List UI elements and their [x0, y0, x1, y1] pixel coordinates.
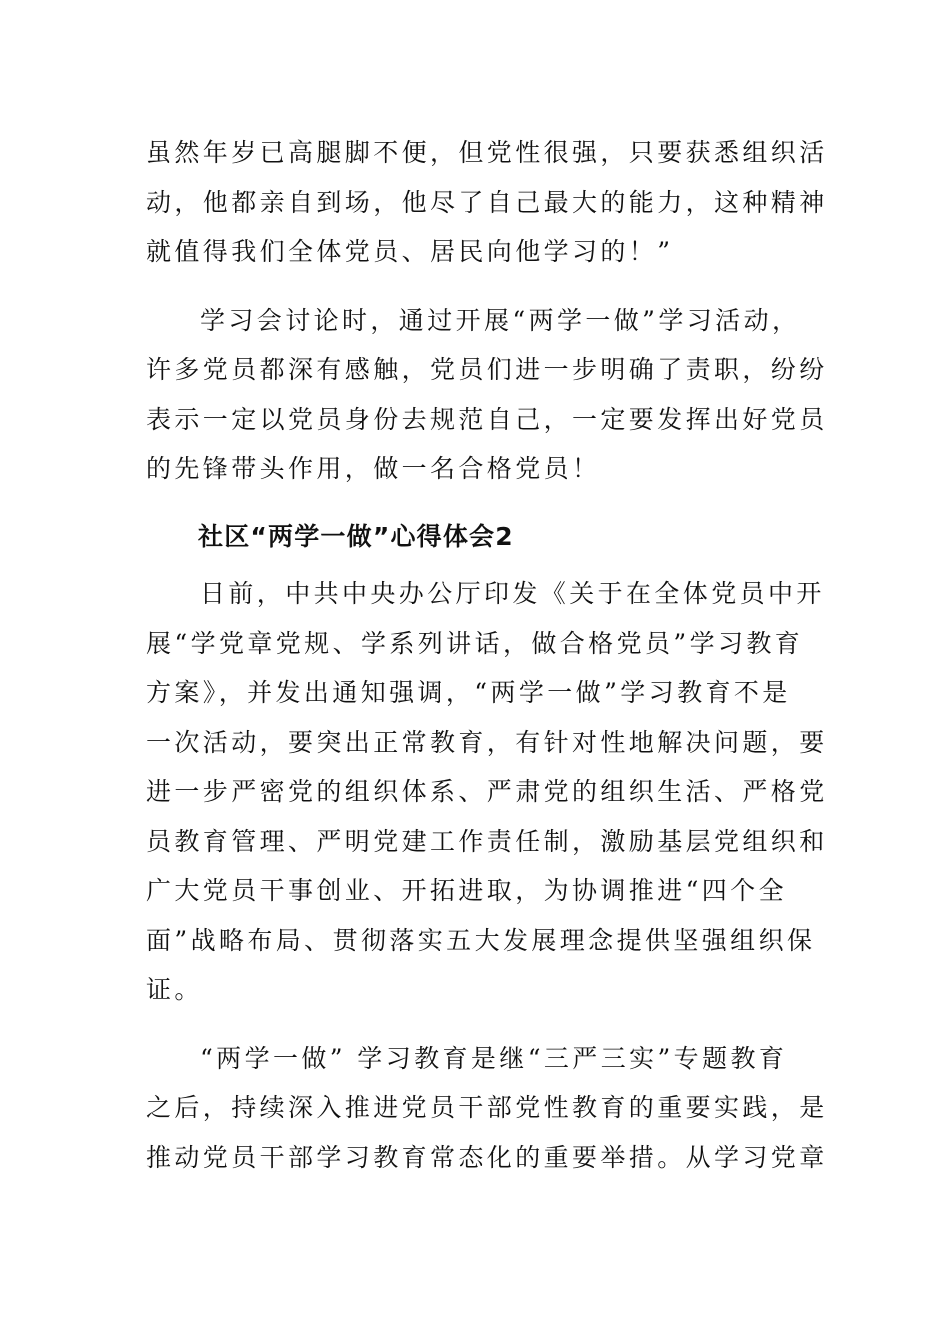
paragraph-3-line: 面”战略布局、贯彻落实五大发展理念提供坚强组织保	[146, 925, 816, 955]
paragraph-2-line: 学习会讨论时，通过开展“两学一做”学习活动，	[200, 305, 801, 335]
paragraph-3-line: 一次活动，要突出正常教育，有针对性地解决问题，要	[146, 727, 828, 757]
paragraph-3-line: 广大党员干事创业、开拓进取，为协调推进“四个全	[146, 876, 787, 905]
section-heading: 社区“两学一做”心得体会2	[198, 521, 514, 551]
paragraph-1-line: 就值得我们全体党员、居民向他学习的！”	[146, 237, 674, 266]
paragraph-4-line: “两学一做” 学习教育是继“三严三实”专题教育	[200, 1043, 788, 1073]
paragraph-3	[146, 569, 828, 1015]
paragraph-2-line: 许多党员都深有感触，党员们进一步明确了责职，纷纷	[146, 355, 828, 384]
paragraph-1-line: 动，他都亲自到场，他尽了自己最大的能力，这种精神	[146, 187, 828, 217]
document-body	[146, 128, 828, 1182]
paragraph-3-line: 证。	[146, 975, 203, 1004]
paragraph-2-line: 的先锋带头作用，做一名合格党员！	[146, 454, 601, 483]
paragraph-3-line: 展“学党章党规、学系列讲话，做合格党员”学习教育	[146, 628, 804, 658]
paragraph-1-line: 虽然年岁已高腿脚不便，但党性很强，只要获悉组织活	[146, 138, 828, 167]
paragraph-3-line: 方案》，并发出通知强调，“两学一做”学习教育不是	[146, 678, 791, 707]
paragraph-4	[146, 1034, 828, 1183]
paragraph-2	[146, 296, 828, 494]
paragraph-3-line: 日前，中共中央办公厅印发《关于在全体党员中开	[200, 579, 825, 608]
paragraph-3-line: 员教育管理、严明党建工作责任制，激励基层党组织和	[146, 826, 828, 856]
paragraph-3-line: 进一步严密党的组织体系、严肃党的组织生活、严格党	[146, 777, 828, 806]
paragraph-2-line: 表示一定以党员身份去规范自己，一定要发挥出好党员	[146, 404, 828, 434]
paragraph-4-line: 推动党员干部学习教育常态化的重要举措。从学习党章	[146, 1142, 828, 1172]
paragraph-4-line: 之后，持续深入推进党员干部党性教育的重要实践，是	[146, 1093, 828, 1122]
paragraph-1	[146, 128, 828, 277]
